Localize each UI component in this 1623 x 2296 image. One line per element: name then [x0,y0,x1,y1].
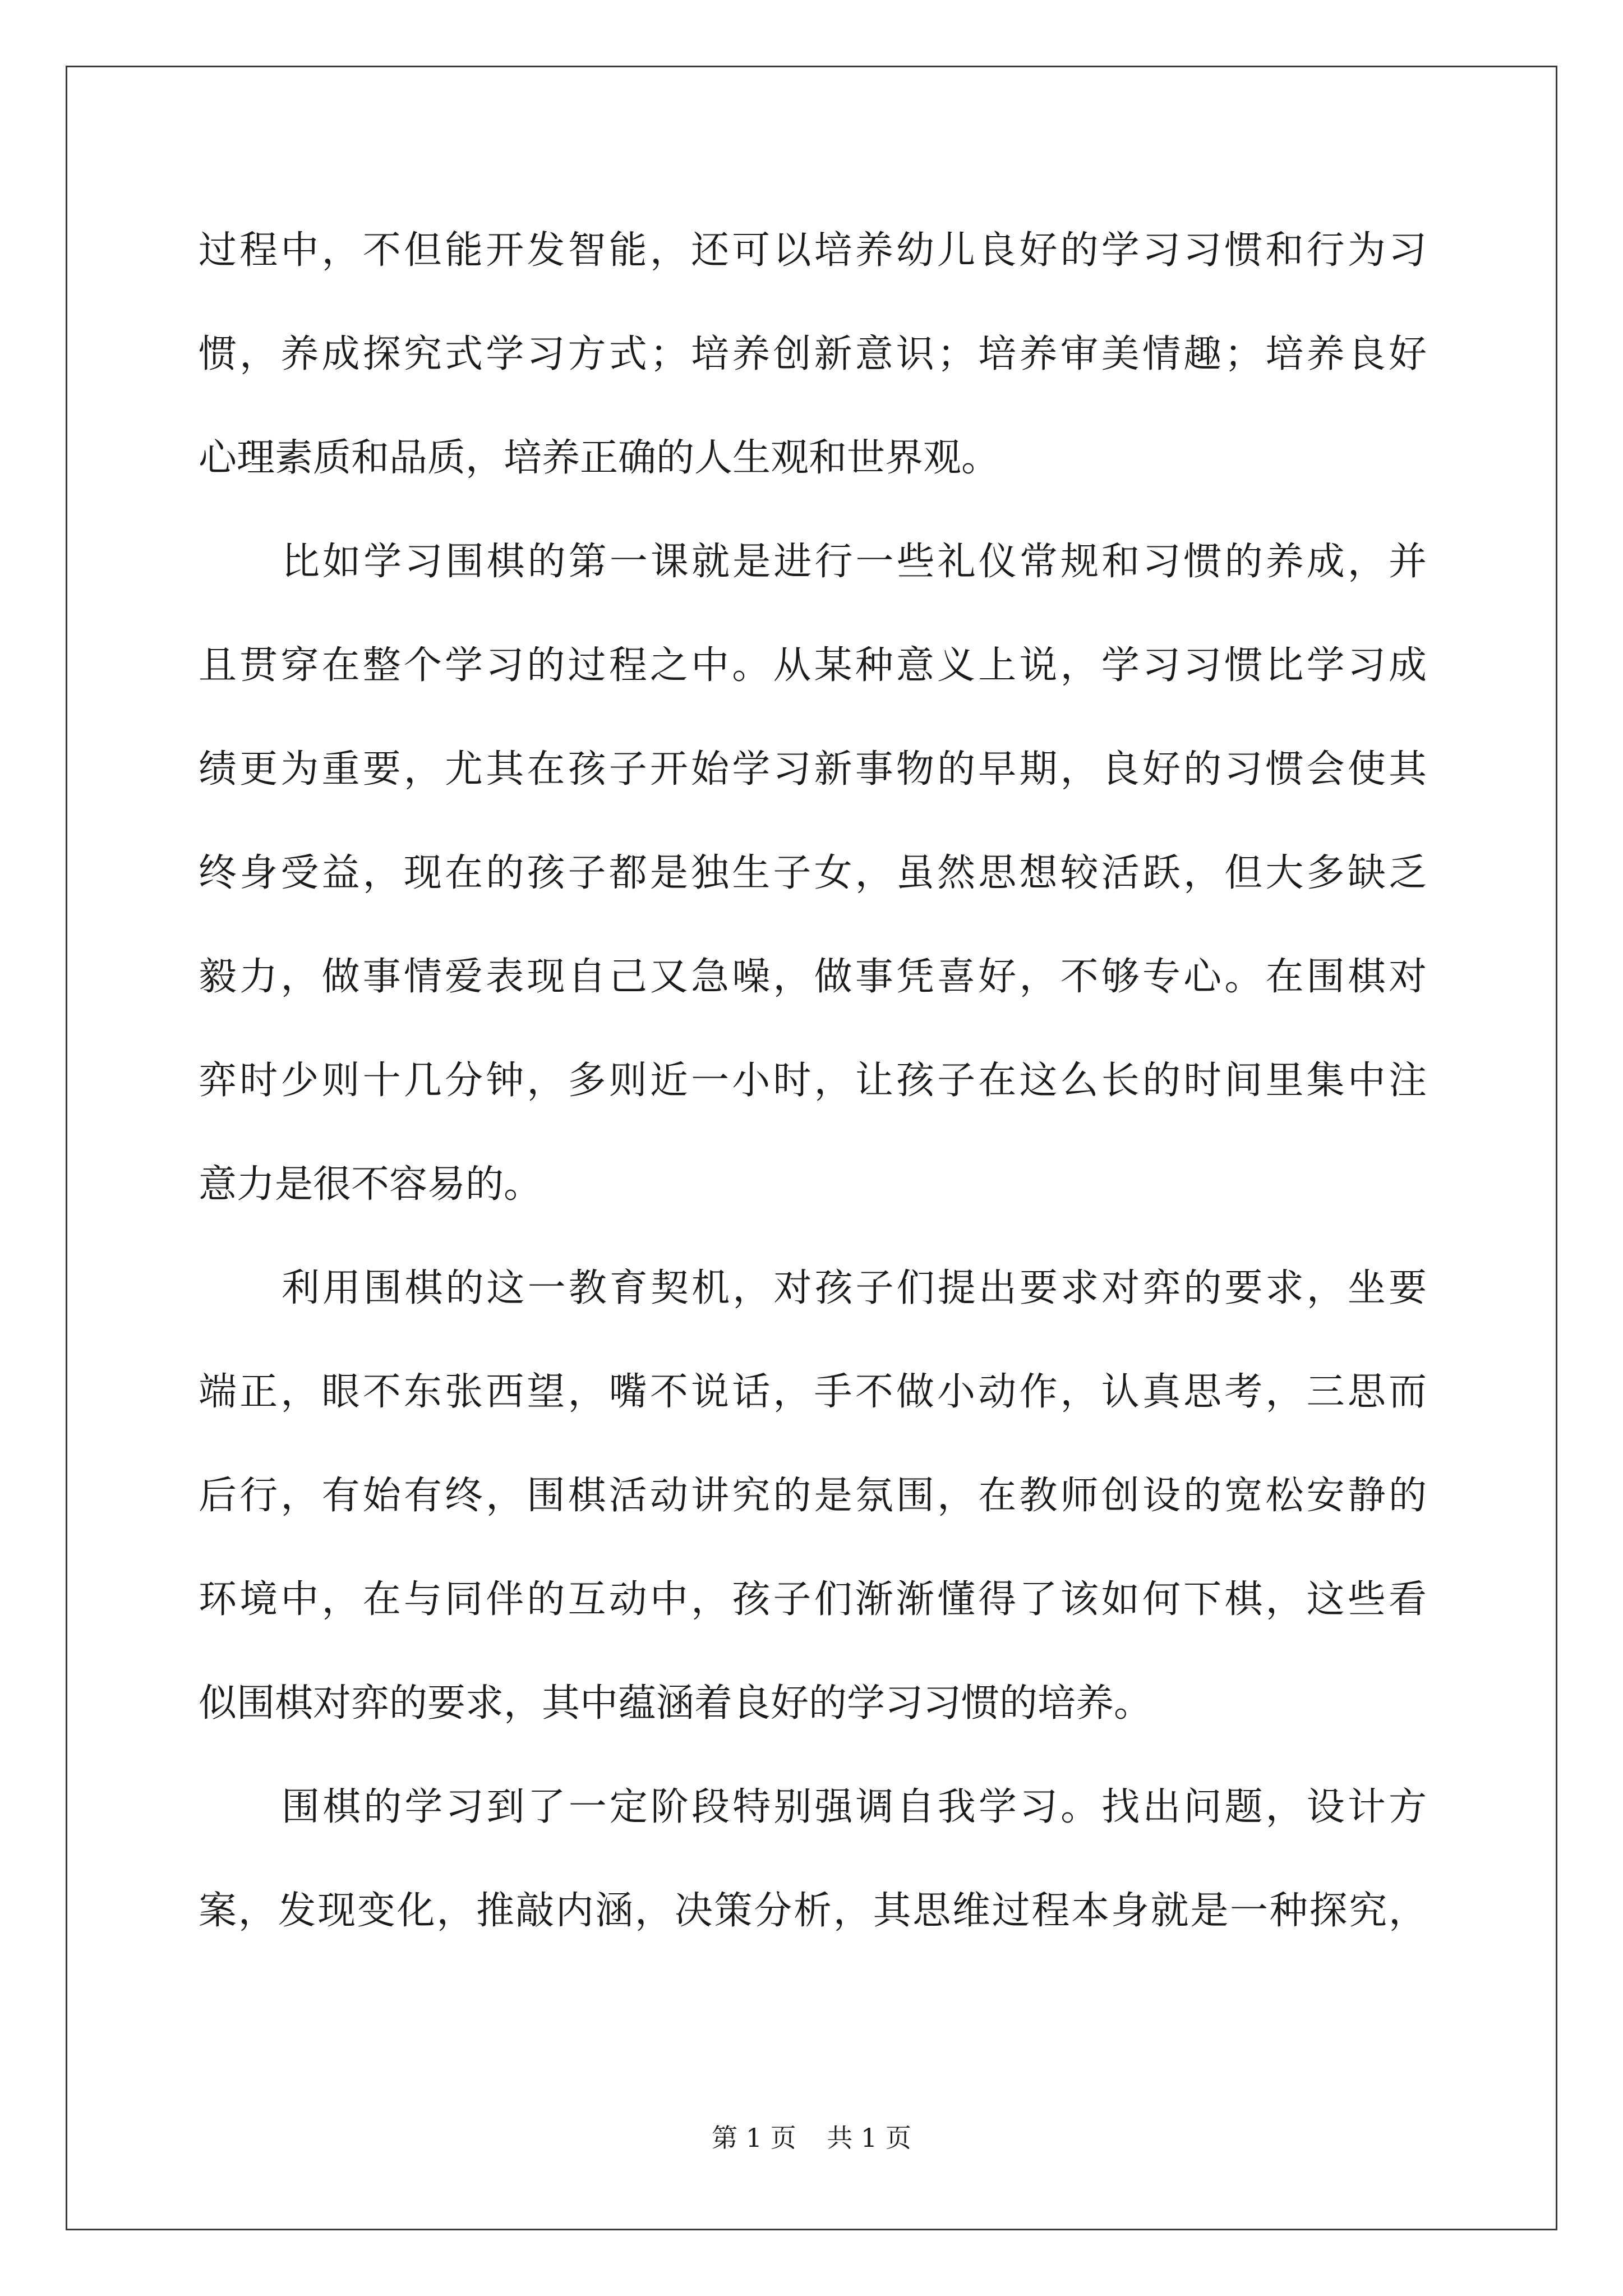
text-line: 惯，养成探究式学习方式；培养创新意识；培养审美情趣；培养良好 [199,332,1427,376]
text-line: 绩更为重要，尤其在孩子开始学习新事物的早期，良好的习惯会使其 [199,747,1427,792]
page-number-current: 第 1 页 [712,2123,796,2153]
document-body [199,199,1427,1963]
text-line: 弈时少则十几分钟，多则近一小时，让孩子在这么长的时间里集中注 [199,1059,1427,1103]
text-line: 意力是很不容易的。 [199,1162,542,1207]
text-line: 端正，眼不东张西望，嘴不说话，手不做小动作，认真思考，三思而 [199,1370,1427,1414]
text-line: 且贯穿在整个学习的过程之中。从某种意义上说，学习习惯比学习成 [199,643,1427,688]
text-line: 终身受益，现在的孩子都是独生子女，虽然思想较活跃，但大多缺乏 [199,851,1427,895]
text-line: 后行，有始有终，围棋活动讲究的是氛围，在教师创设的宽松安静的 [199,1474,1427,1518]
text-line: 似围棋对弈的要求，其中蕴涵着良好的学习习惯的培养。 [199,1681,1152,1726]
text-line: 环境中，在与同伴的互动中，孩子们渐渐懂得了该如何下棋，这些看 [199,1577,1427,1622]
page-footer [0,2118,1623,2155]
page-number-total: 共 1 页 [827,2123,911,2153]
text-line: 利用围棋的这一教育契机，对孩子们提出要求对弈的要求，坐要 [282,1266,1427,1310]
text-line: 围棋的学习到了一定阶段特别强调自我学习。找出问题，设计方 [282,1785,1427,1829]
text-line: 毅力，做事情爱表现自己又急噪，做事凭喜好，不够专心。在围棋对 [199,955,1427,999]
text-line: 心理素质和品质，培养正确的人生观和世界观。 [199,436,1000,480]
text-line: 比如学习围棋的第一课就是进行一些礼仪常规和习惯的养成，并 [282,540,1427,584]
text-line: 案，发现变化，推敲内涵，决策分析，其思维过程本身就是一种探究， [199,1889,1427,1933]
text-line: 过程中，不但能开发智能，还可以培养幼儿良好的学习习惯和行为习 [199,228,1427,273]
